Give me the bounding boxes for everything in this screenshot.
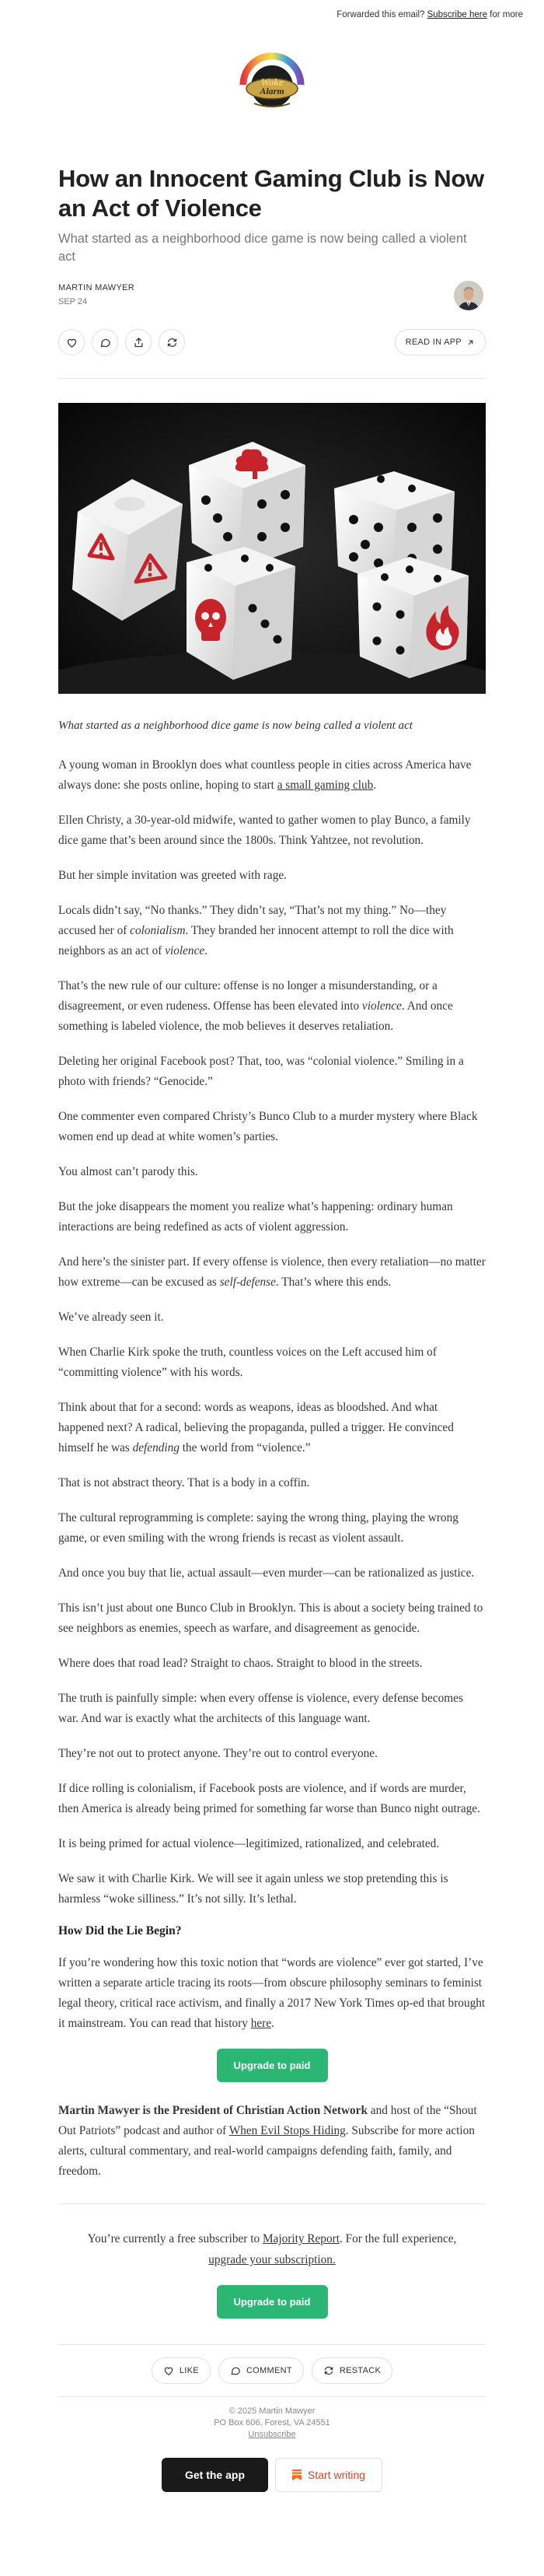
comment-icon [230, 2365, 241, 2376]
author-name[interactable]: MARTIN MAWYER [58, 283, 135, 292]
svg-text:Alarm: Alarm [260, 86, 284, 96]
paragraph: But the joke disappears the moment you realize what’s happening: ordinary human interactions are being redefined as acts of violent aggression. [58, 1200, 453, 1234]
paragraph: Deleting her original Facebook post? That, too, was “colonial violence.” Smiling in a photo with friends? “Genocide.” [58, 1055, 464, 1088]
upgrade-subscription-link[interactable]: upgrade your subscription. [208, 2253, 336, 2266]
arrow-up-right-icon [466, 338, 475, 347]
paragraph: You almost can’t parody this. [58, 1165, 198, 1178]
share-button[interactable] [125, 329, 152, 355]
paragraph: But her simple invitation was greeted with rage. [58, 869, 287, 882]
paragraph: The truth is painfully simple: when every offense is violence, every defense becomes war. And war is exactly what the architects of this language want. [58, 1692, 463, 1725]
paragraph: This isn’t just about one Bunco Club in Brooklyn. This is about a society being trained to see neighbors as enemies, speech as warfare, and disagreement as genocide. [58, 1601, 483, 1635]
comment-icon [99, 337, 111, 348]
paragraph: It is being primed for actual violence—legitimized, rationalized, and celebrated. [58, 1837, 440, 1850]
restack-button[interactable] [159, 329, 185, 355]
author-bio: Martin Mawyer is the President of Christian Action Network and host of the “Shout Out Patriots” podcast and author of When Evil Stops Hiding. Subscribe for more action alerts, cultural commentary, and real-world campaigns defending faith, family, and freedom. [58, 2104, 477, 2178]
die-fire [357, 557, 469, 678]
forwarded-banner [0, 0, 544, 27]
restack-icon [166, 337, 178, 348]
read-in-app-label: READ IN APP [405, 338, 462, 347]
footer-actions [58, 2357, 486, 2384]
upgrade-to-paid-button[interactable]: Upgrade to paid [217, 2049, 328, 2082]
app-promo [58, 2458, 486, 2492]
paragraph: If you’re wondering how this toxic notion that “words are violence” ever got started, I’ve written a separate article tracing its roots—from obscure philosophy seminars to feminist legal theory, critical race activism, and finally a 2017 New York Times op-ed that brought it mainstream. You can read that history here. [58, 1956, 486, 2030]
paragraph: And once you buy that lie, actual assault—even murder—can be rationalized as justice. [58, 1566, 475, 1580]
paragraph: The cultural reprogramming is complete: saying the wrong thing, playing the wrong game, or even smiling with the wrong friends is recast as violent assault. [58, 1511, 459, 1545]
legal-footer [58, 2406, 486, 2441]
get-the-app-button[interactable]: Get the app [162, 2458, 268, 2492]
unsubscribe-link[interactable]: Unsubscribe [248, 2430, 296, 2439]
upgrade-to-paid-button-footer[interactable]: Upgrade to paid [217, 2285, 328, 2319]
publication-link[interactable]: Majority Report [262, 2232, 340, 2245]
start-writing-label: Start writing [308, 2469, 365, 2481]
for-more-text: for more [490, 10, 523, 19]
article-title[interactable]: How an Innocent Gaming Club is Now an Act of Violence [58, 165, 484, 222]
forwarded-text: Forwarded this email? [337, 10, 425, 19]
svg-text:Woke: Woke [260, 76, 284, 88]
paragraph: One commenter even compared Christy’s Bunco Club to a murder mystery where Black women end up dead at white women’s parties. [58, 1110, 478, 1143]
book-link[interactable]: When Evil Stops Hiding [228, 2124, 346, 2137]
paragraph: And here’s the sinister part. If every offense is violence, then every retaliation—no matter how extreme—can be excused as self-defense. That’s where this ends. [58, 1255, 486, 1289]
subscribe-link[interactable]: Subscribe here [427, 10, 487, 19]
paragraph: Locals didn’t say, “No thanks.” They didn’t say, “That’s not my thing.” No—they accused her of colonialism. They branded her innocent attempt to roll the dice with neighbors as an act of violence. [58, 904, 454, 957]
publication-logo[interactable] [237, 51, 307, 110]
share-icon [133, 337, 145, 348]
image-caption: What started as a neighborhood dice game is now being called a violent act [58, 719, 413, 732]
comment-button[interactable] [92, 329, 118, 355]
author-avatar[interactable] [454, 281, 483, 310]
read-in-app-button[interactable] [395, 329, 486, 355]
substack-icon [292, 2469, 302, 2480]
die-skull [187, 547, 295, 680]
article-subtitle: What started as a neighborhood dice game is now being called a violent act [58, 232, 467, 264]
paragraph: We saw it with Charlie Kirk. We will see it again unless we stop pretending this is harmless “woke silliness.” It’s not silly. It’s lethal. [58, 1872, 448, 1906]
post-date: SEP 24 [58, 297, 88, 306]
footer-comment-button[interactable] [218, 2357, 304, 2384]
paragraph: A young woman in Brooklyn does what countless people in cities across America have always done: she posts online, hoping to start a small gaming club. [58, 758, 472, 792]
restack-label: RESTACK [339, 2366, 382, 2375]
history-here-link[interactable]: here [250, 2017, 272, 2030]
like-label: LIKE [179, 2366, 199, 2375]
start-writing-button[interactable] [275, 2458, 382, 2492]
heart-icon [66, 337, 78, 348]
comment-label: COMMENT [246, 2366, 292, 2375]
hero-image-dice[interactable] [58, 403, 486, 694]
paragraph: That’s the new rule of our culture: offense is no longer a misunderstanding, or a disagreement, or even rudeness. Offense has been elevated into violence. And once something is labeled violence, the mob believes it deserves retaliation. [58, 979, 453, 1033]
heart-icon [163, 2365, 174, 2376]
post-actions [58, 329, 486, 379]
paragraph: When Charlie Kirk spoke the truth, countless voices on the Left accused him of “committing violence” with his words. [58, 1346, 437, 1379]
copyright: © 2025 Martin Mawyer [228, 2406, 316, 2416]
paragraph: That is not abstract theory. That is a body in a coffin. [58, 1476, 310, 1489]
footer-like-button[interactable] [152, 2357, 211, 2384]
paragraph: They’re not out to protect anyone. They’re out to control everyone. [58, 1747, 378, 1760]
paragraph: Think about that for a second: words as weapons, ideas as bloodshed. And what happened next? A radical, believing the propaganda, pulled a trigger. He convinced himself he was defending the world from “violence.” [58, 1401, 454, 1454]
paragraph: We’ve already seen it. [58, 1311, 164, 1324]
restack-icon [323, 2365, 334, 2376]
byline [58, 281, 486, 310]
paragraph: Where does that road lead? Straight to chaos. Straight to blood in the streets. [58, 1657, 423, 1670]
paragraph: If dice rolling is colonialism, if Facebook posts are violence, and if words are murder, then America is already being primed for something far worse than Bunco night outrage. [58, 1782, 480, 1815]
section-heading: How Did the Lie Begin? [58, 1924, 182, 1937]
like-button[interactable] [58, 329, 85, 355]
footer-restack-button[interactable] [312, 2357, 392, 2384]
free-subscriber-notice: You’re currently a free subscriber to Majority Report. For the full experience, upgrade your subscription. [87, 2232, 457, 2266]
postal-address: PO Box 606, Forest, VA 24551 [214, 2418, 330, 2427]
small-gaming-club-link[interactable]: a small gaming club [277, 779, 374, 792]
paragraph: Ellen Christy, a 30-year-old midwife, wanted to gather women to play Bunco, a family dice game that’s been around since the 1800s. Think Yahtzee, not revolution. [58, 814, 471, 847]
article-body [58, 755, 486, 2034]
